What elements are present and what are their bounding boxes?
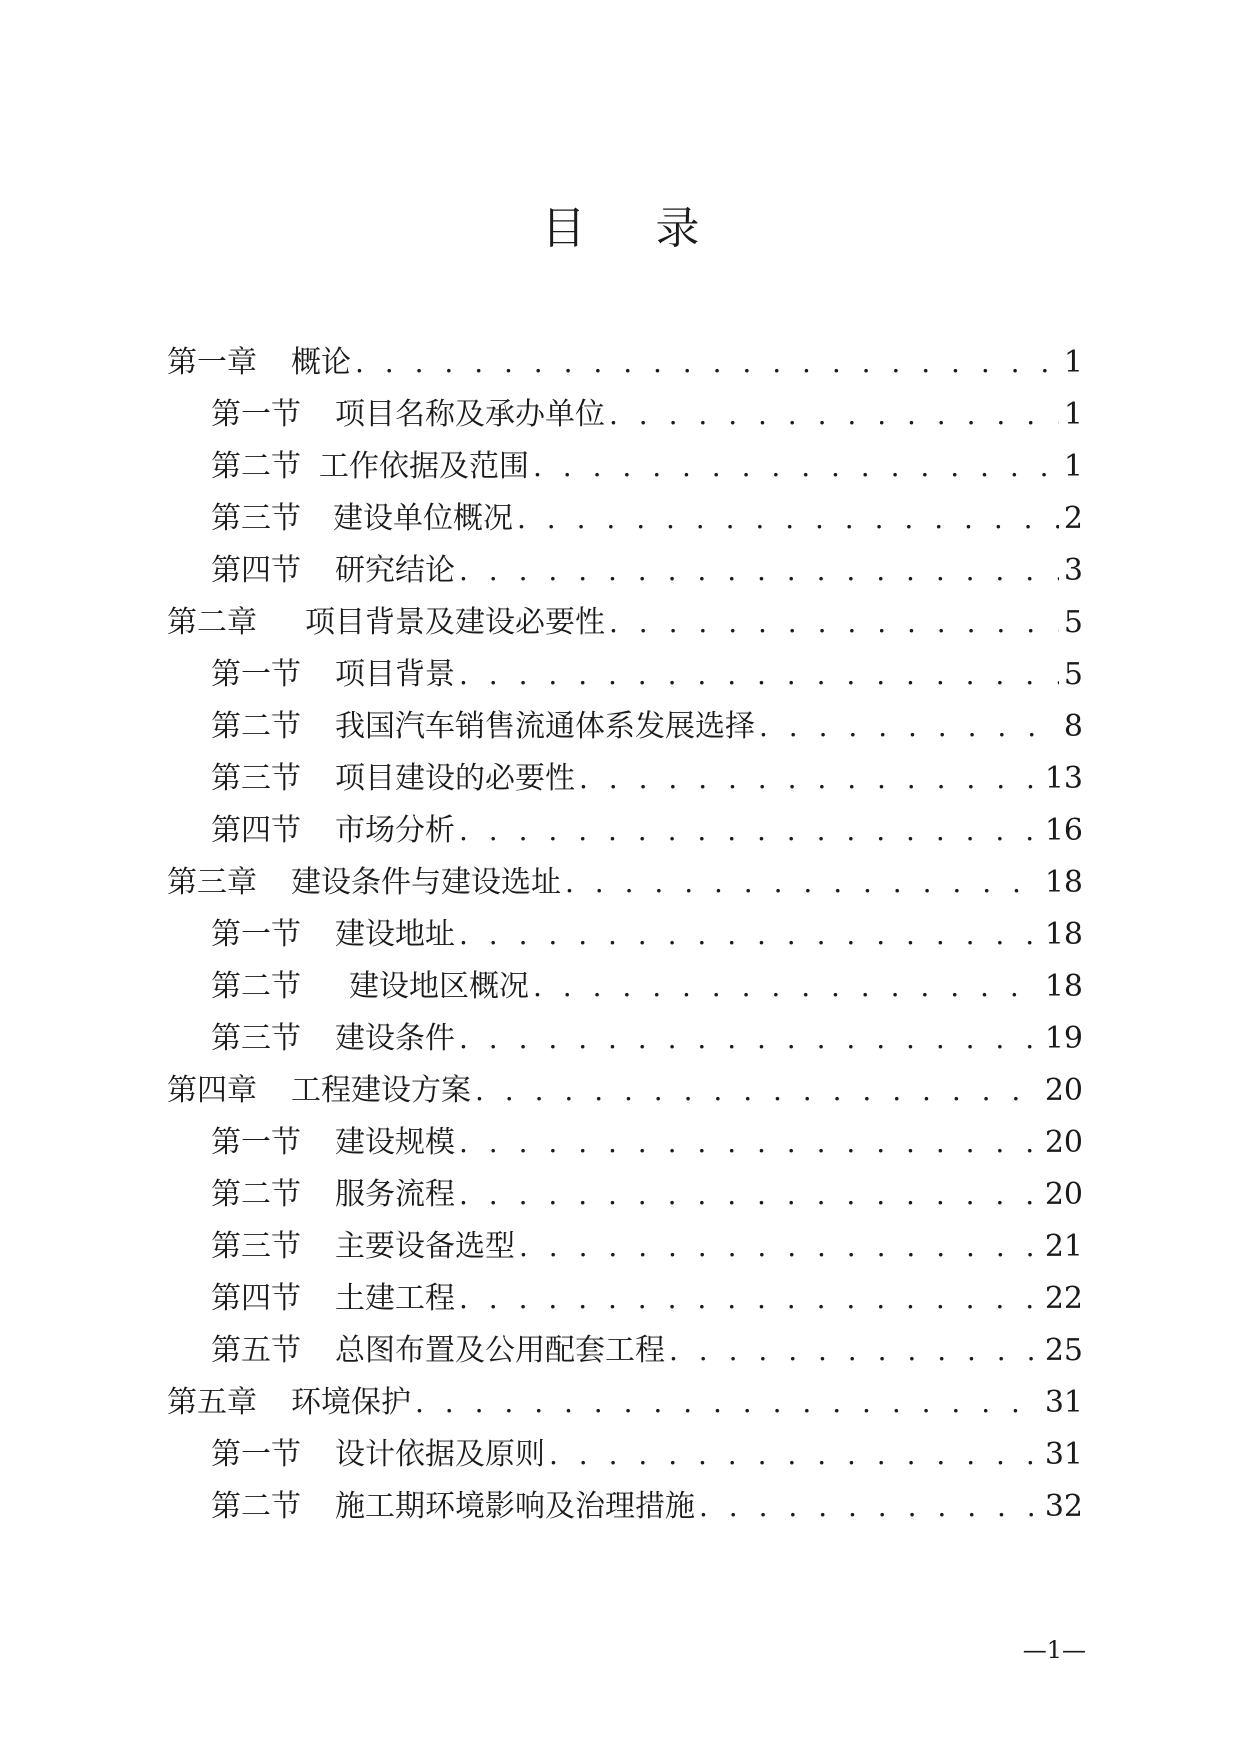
dot-leader — [459, 1126, 1041, 1160]
toc-entry-number: 第一章 — [167, 345, 257, 380]
toc-entry-label — [211, 554, 455, 588]
toc-entry-page-number: 3 — [1063, 553, 1083, 588]
dot-leader — [609, 606, 1059, 640]
dot-leader — [415, 1386, 1041, 1420]
toc-entry-number: 第三章 — [167, 865, 257, 900]
toc-entry-label — [211, 658, 455, 692]
toc-entry-page-number: 18 — [1044, 969, 1083, 1004]
toc-entry-title: 项目背景 — [335, 657, 455, 692]
toc-section-row[interactable] — [167, 1264, 1083, 1316]
toc-entry-number: 第二节 — [211, 969, 301, 1004]
toc-entry-page-number: 20 — [1044, 1125, 1083, 1160]
toc-entry-title: 建设单位概况 — [333, 501, 513, 536]
toc-entry-title: 项目建设的必要性 — [335, 761, 575, 796]
dot-leader — [669, 1334, 1041, 1368]
toc-section-row[interactable] — [167, 1316, 1083, 1368]
dot-leader — [517, 502, 1059, 536]
toc-entry-label — [211, 1178, 455, 1212]
dot-leader — [459, 1022, 1041, 1056]
toc-entry-page-number: 20 — [1044, 1177, 1083, 1212]
toc-entry-title: 建设条件与建设选址 — [291, 865, 561, 900]
toc-section-row[interactable] — [167, 1160, 1083, 1212]
toc-entry-page-number: 32 — [1044, 1489, 1083, 1524]
toc-entry-number: 第二节 — [211, 709, 301, 744]
table-of-contents — [167, 328, 1083, 1524]
toc-entry-label — [167, 346, 351, 380]
dot-leader — [475, 1074, 1041, 1108]
toc-entry-number: 第三节 — [211, 1021, 301, 1056]
dot-leader — [459, 554, 1059, 588]
toc-section-row[interactable] — [167, 1472, 1083, 1524]
toc-entry-number: 第二节 — [211, 449, 301, 484]
toc-section-row[interactable] — [167, 432, 1083, 484]
toc-section-row[interactable] — [167, 1004, 1083, 1056]
toc-entry-number: 第二节 — [211, 1489, 301, 1524]
toc-entry-title: 工程建设方案 — [291, 1073, 471, 1108]
toc-entry-page-number: 18 — [1044, 865, 1083, 900]
dot-leader — [459, 918, 1041, 952]
toc-entry-page-number: 16 — [1044, 813, 1083, 848]
toc-section-row[interactable] — [167, 484, 1083, 536]
toc-entry-page-number: 19 — [1044, 1021, 1083, 1056]
toc-entry-number: 第一节 — [211, 1125, 301, 1160]
toc-section-row[interactable] — [167, 744, 1083, 796]
dot-leader — [579, 762, 1041, 796]
toc-entry-label — [211, 450, 529, 484]
toc-entry-label — [167, 866, 561, 900]
dot-leader — [459, 1282, 1041, 1316]
toc-entry-page-number: 1 — [1063, 449, 1083, 484]
toc-entry-label — [211, 814, 455, 848]
toc-section-row[interactable] — [167, 640, 1083, 692]
toc-title-char-2: 录 — [655, 203, 700, 254]
toc-entry-page-number: 13 — [1044, 761, 1083, 796]
toc-entry-number: 第一节 — [211, 657, 301, 692]
toc-entry-label — [211, 1282, 455, 1316]
toc-entry-title: 建设规模 — [335, 1125, 455, 1160]
dot-leader — [459, 658, 1059, 692]
toc-entry-label — [211, 1490, 695, 1524]
toc-entry-number: 第三节 — [211, 761, 301, 796]
toc-entry-label — [211, 1438, 545, 1472]
toc-entry-number: 第二节 — [211, 1177, 301, 1212]
toc-entry-page-number: 5 — [1063, 605, 1083, 640]
toc-entry-number: 第二章 — [167, 605, 257, 640]
toc-section-row[interactable] — [167, 1212, 1083, 1264]
toc-entry-title: 土建工程 — [335, 1281, 455, 1316]
toc-entry-label — [211, 762, 575, 796]
dot-leader — [549, 1438, 1041, 1472]
toc-entry-title: 建设条件 — [335, 1021, 455, 1056]
toc-entry-title: 研究结论 — [335, 553, 455, 588]
toc-entry-page-number: 31 — [1044, 1437, 1083, 1472]
toc-entry-title: 概论 — [291, 345, 351, 380]
toc-entry-title: 主要设备选型 — [335, 1229, 515, 1264]
toc-entry-page-number: 21 — [1044, 1229, 1083, 1264]
toc-entry-page-number: 2 — [1063, 501, 1083, 536]
toc-entry-title: 项目背景及建设必要性 — [305, 605, 605, 640]
toc-entry-label — [167, 606, 605, 640]
toc-section-row[interactable] — [167, 952, 1083, 1004]
toc-entry-title: 服务流程 — [335, 1177, 455, 1212]
dot-leader — [459, 1178, 1041, 1212]
toc-entry-title: 项目名称及承办单位 — [335, 397, 605, 432]
toc-entry-title: 市场分析 — [335, 813, 455, 848]
toc-entry-number: 第三节 — [211, 501, 301, 536]
dot-leader — [533, 970, 1041, 1004]
toc-entry-number: 第三节 — [211, 1229, 301, 1264]
toc-entry-label — [167, 1386, 411, 1420]
toc-title — [0, 192, 1241, 256]
dot-leader — [519, 1230, 1041, 1264]
toc-entry-label — [211, 1334, 665, 1368]
toc-entry-number: 第一节 — [211, 917, 301, 952]
toc-entry-label — [211, 502, 513, 536]
toc-section-row[interactable] — [167, 900, 1083, 952]
toc-entry-page-number: 1 — [1063, 345, 1083, 380]
toc-entry-page-number: 22 — [1044, 1281, 1083, 1316]
toc-entry-label — [211, 710, 755, 744]
toc-entry-label — [211, 1022, 455, 1056]
toc-entry-title: 施工期环境影响及治理措施 — [335, 1489, 695, 1524]
dot-leader — [533, 450, 1059, 484]
toc-entry-page-number: 8 — [1063, 709, 1083, 744]
toc-entry-number: 第一节 — [211, 1437, 301, 1472]
dot-leader — [609, 398, 1059, 432]
dot-leader — [759, 710, 1059, 744]
toc-entry-label — [211, 970, 529, 1004]
toc-chapter-row[interactable] — [167, 1056, 1083, 1108]
toc-entry-title: 设计依据及原则 — [335, 1437, 545, 1472]
toc-section-row[interactable] — [167, 536, 1083, 588]
dot-leader — [699, 1490, 1041, 1524]
toc-chapter-row[interactable] — [167, 328, 1083, 380]
toc-entry-number: 第四节 — [211, 553, 301, 588]
toc-entry-number: 第四节 — [211, 1281, 301, 1316]
toc-entry-page-number: 25 — [1044, 1333, 1083, 1368]
dot-leader — [459, 814, 1041, 848]
toc-entry-page-number: 18 — [1044, 917, 1083, 952]
toc-section-row[interactable] — [167, 380, 1083, 432]
toc-section-row[interactable] — [167, 692, 1083, 744]
toc-entry-title: 总图布置及公用配套工程 — [335, 1333, 665, 1368]
toc-entry-number: 第五节 — [211, 1333, 301, 1368]
toc-entry-number: 第四章 — [167, 1073, 257, 1108]
toc-entry-label — [211, 1230, 515, 1264]
toc-chapter-row[interactable] — [167, 1368, 1083, 1420]
toc-entry-title: 环境保护 — [291, 1385, 411, 1420]
toc-entry-page-number: 5 — [1063, 657, 1083, 692]
toc-entry-page-number: 20 — [1044, 1073, 1083, 1108]
toc-entry-number: 第一节 — [211, 397, 301, 432]
toc-entry-number: 第四节 — [211, 813, 301, 848]
toc-entry-page-number: 31 — [1044, 1385, 1083, 1420]
dot-leader — [565, 866, 1041, 900]
dot-leader — [355, 346, 1059, 380]
toc-entry-label — [211, 918, 455, 952]
toc-entry-number: 第五章 — [167, 1385, 257, 1420]
toc-entry-label — [211, 1126, 455, 1160]
toc-section-row[interactable] — [167, 796, 1083, 848]
toc-chapter-row[interactable] — [167, 848, 1083, 900]
toc-entry-title: 建设地区概况 — [349, 969, 529, 1004]
toc-entry-title: 工作依据及范围 — [319, 449, 529, 484]
toc-entry-page-number: 1 — [1063, 397, 1083, 432]
toc-chapter-row[interactable] — [167, 588, 1083, 640]
page-number-footer: —1— — [1022, 1636, 1086, 1664]
toc-section-row[interactable] — [167, 1108, 1083, 1160]
toc-entry-title: 建设地址 — [335, 917, 455, 952]
toc-section-row[interactable] — [167, 1420, 1083, 1472]
toc-entry-label — [167, 1074, 471, 1108]
toc-entry-title: 我国汽车销售流通体系发展选择 — [335, 709, 755, 744]
toc-title-char-1: 目 — [541, 203, 586, 254]
toc-entry-label — [211, 398, 605, 432]
